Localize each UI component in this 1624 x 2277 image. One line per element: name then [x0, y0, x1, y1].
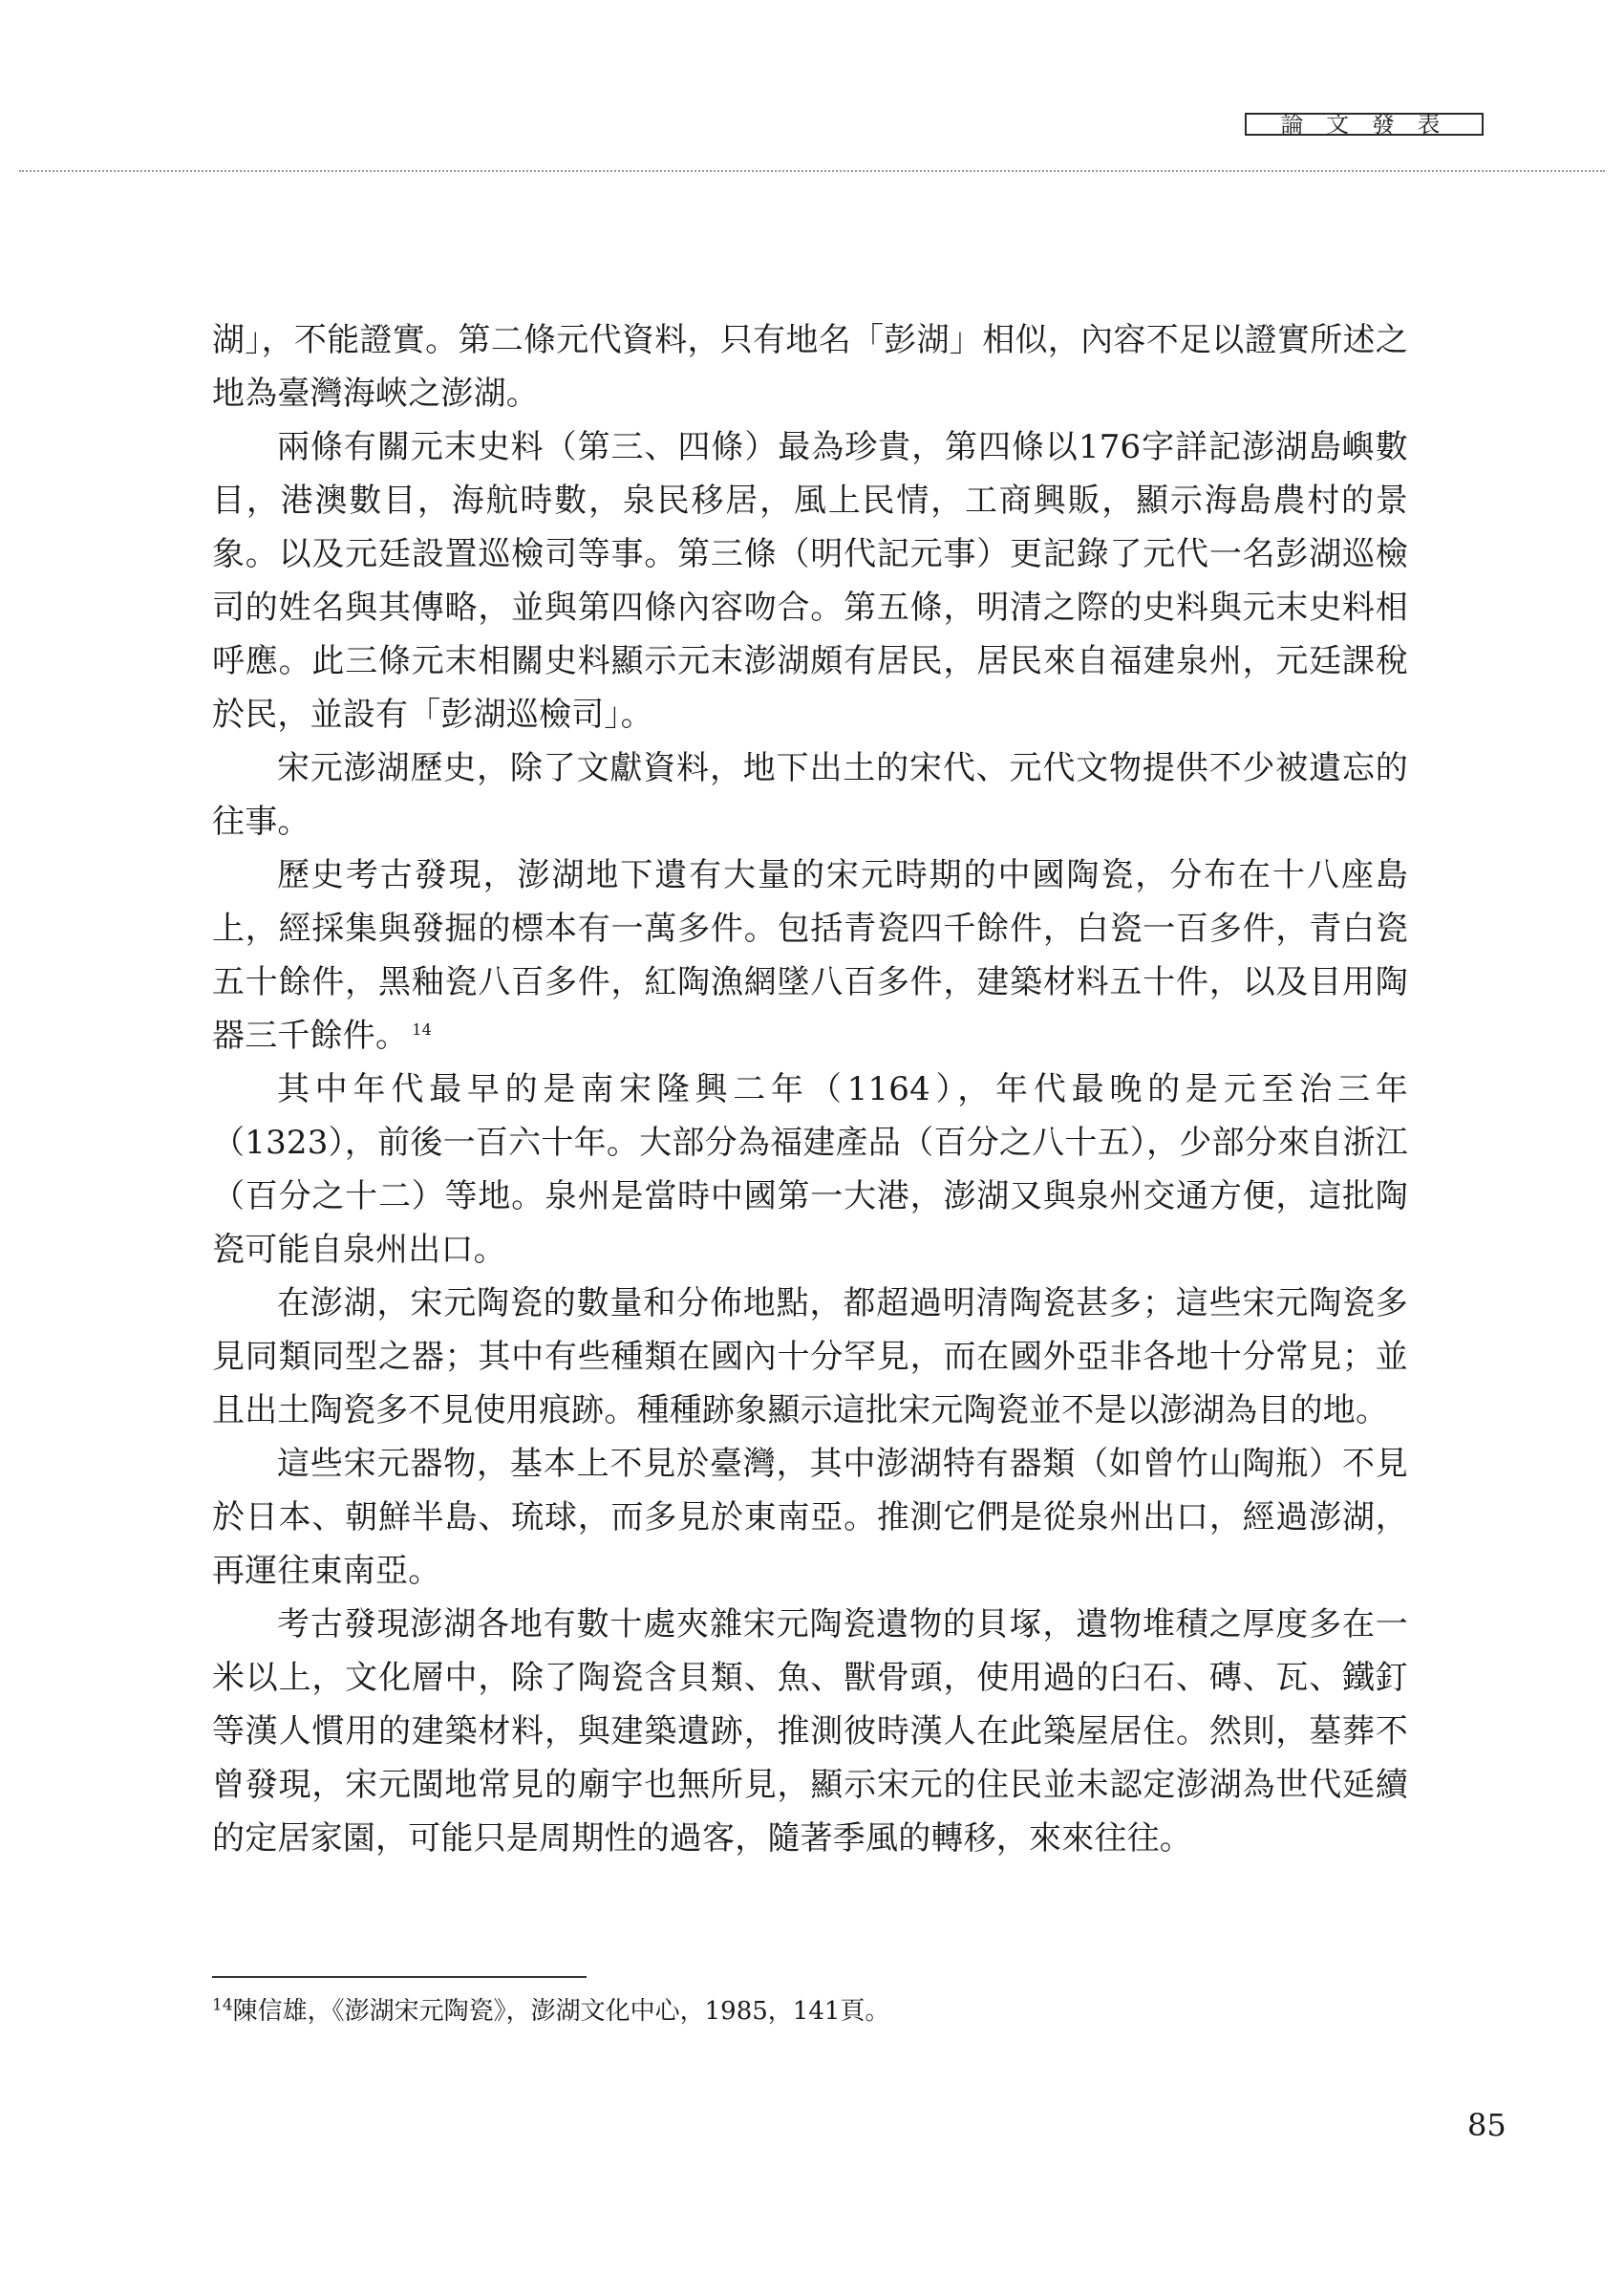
- paragraph-ceramic-finds-text: 歷史考古發現，澎湖地下遺有大量的宋元時期的中國陶瓷，分布在十八座島上，經採集與發掘的標本有一萬多件。包括青瓷四千餘件，白瓷一百多件，青白瓷五十餘件，黑釉瓷八百多件，紅陶漁網墜八百多件，建築材料五十件，以及目用陶器三千餘件。: [212, 856, 1408, 1055]
- footnote-text: 陳信雄，《澎湖宋元陶瓷》，澎湖文化中心，1985，141頁。: [232, 1997, 890, 2026]
- footnote: [212, 1995, 1408, 2028]
- paragraph-archaeology-intro: 宋元澎湖歷史，除了文獻資料，地下出土的宋代、元代文物提供不少被遺忘的往事。: [212, 749, 1408, 841]
- paragraph-shell-mounds: 考古發現澎湖各地有數十處夾雜宋元陶瓷遺物的貝塚，遺物堆積之厚度多在一米以上，文化層中，除了陶瓷含貝類、魚、獸骨頭，使用過的臼石、磚、瓦、鐵釘等漢人慣用的建築材料，與建築遺跡，推測彼時漢人在此築屋居住。然則，墓葬不曾發現，宋元閩地常見的廟宇也無所見，顯示宋元的住民並未認定澎湖為世代延續的定居家園，可能只是周期性的過客，隨著季風的轉移，來來往往。: [212, 1605, 1408, 1858]
- footnote-reference: 14: [412, 1020, 432, 1039]
- footnote-number: 14: [212, 1995, 233, 2015]
- page-number: 85: [1467, 2107, 1506, 2143]
- paragraph-ceramic-finds: [212, 849, 1408, 1063]
- paragraph-distribution: 在澎湖，宋元陶瓷的數量和分佈地點，都超過明清陶瓷甚多；這些宋元陶瓷多見同類同型之器；其中有些種類在國內十分罕見，而在國外亞非各地十分常見；並且出土陶瓷多不見使用痕跡。種種跡象顯示這批宋元陶瓷並不是以澎湖為目的地。: [212, 1284, 1408, 1429]
- header-divider: [19, 170, 1605, 172]
- paragraph-trade-route: 這些宋元器物，基本上不見於臺灣，其中澎湖特有器類（如曾竹山陶瓶）不見於日本、朝鮮半島、琉球，而多見於東南亞。推測它們是從泉州出口，經過澎湖，再運往東南亞。: [212, 1445, 1408, 1590]
- footnote-divider: [212, 1976, 587, 1978]
- paragraph-yuan-sources: 兩條有關元末史料（第三、四條）最為珍貴，第四條以176字詳記澎湖島嶼數目，港澳數目，海航時數，泉民移居，風上民情，工商興販，顯示海島農村的景象。以及元廷設置巡檢司等事。第三條（明代記元事）更記錄了元代一名彭湖巡檢司的姓名與其傳略，並與第四條內容吻合。第五條，明清之際的史料與元末史料相呼應。此三條元末相關史料顯示元末澎湖頗有居民，居民來自福建泉州，元廷課稅於民，並設有「彭湖巡檢司」。: [212, 428, 1408, 734]
- main-body-text: [212, 313, 1408, 1865]
- paragraph-dating: 其中年代最早的是南宋隆興二年（1164），年代最晚的是元至治三年（1323），前後一百六十年。大部分為福建產品（百分之八十五），少部分來自浙江（百分之十二）等地。泉州是當時中國第一大港，澎湖又與泉州交通方便，這批陶瓷可能自泉州出口。: [212, 1070, 1408, 1269]
- section-header-label: 論 文 發 表: [1245, 113, 1484, 136]
- paragraph-continuation: 湖」，不能證實。第二條元代資料，只有地名「彭湖」相似，內容不足以證實所述之地為臺灣海峽之澎湖。: [212, 321, 1408, 413]
